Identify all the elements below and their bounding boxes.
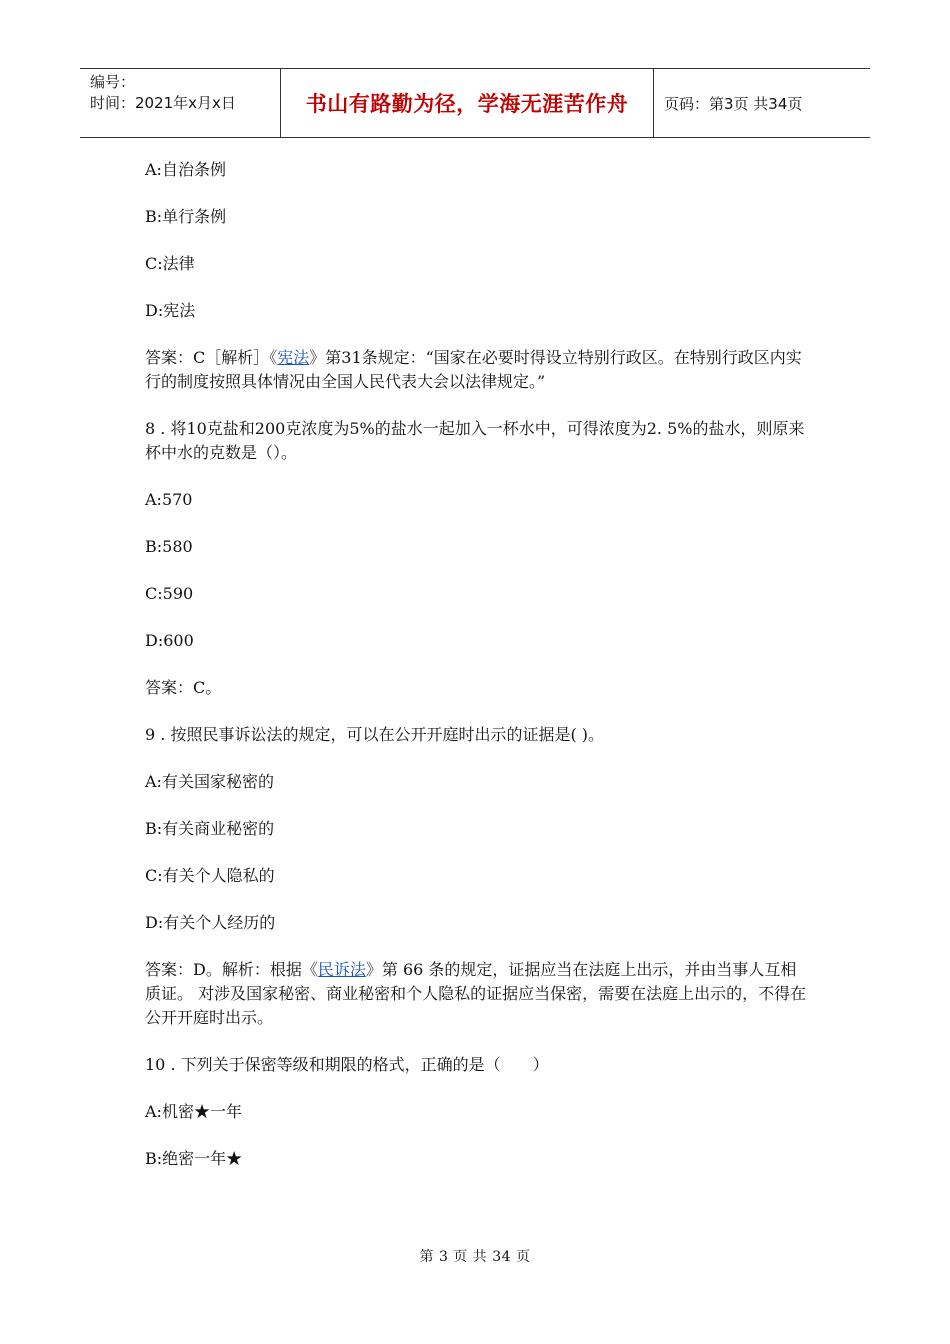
civil-procedure-law-link[interactable]: 民诉法 [317,960,366,979]
option-q8-a: A:570 [145,490,193,509]
option-q7-c: C:法律 [145,254,195,273]
option-q8-c: C:590 [145,584,194,603]
option-q10-a: A:机密★一年 [145,1102,242,1121]
document-body [145,150,810,1171]
document-date-label: 时间：2021年x月x日 [90,94,236,112]
constitution-link[interactable]: 宪法 [277,348,310,367]
option-q8-b: B:580 [145,537,193,556]
question-10: 10 . 下列关于保密等级和期限的格式，正确的是（ ） [145,1055,549,1074]
option-q9-d: D:有关个人经历的 [145,913,276,932]
option-q9-c: C:有关个人隐私的 [145,866,275,885]
header-motto: 书山有路勤为径，学海无涯苦作舟 [280,69,654,137]
option-q7-a: A:自治条例 [145,160,226,179]
answer-q8: 答案：C。 [145,678,222,697]
page-footer: 第 3 页 共 34 页 [419,1249,531,1265]
option-q7-d: D:宪法 [145,301,196,320]
answer-q7-prefix: 答案：C［解析］《 [145,348,278,367]
option-q7-b: B:单行条例 [145,207,227,226]
answer-q7 [145,346,810,394]
answer-q9-prefix: 答案：D。解析：根据《 [145,960,318,979]
option-q10-b: B:绝密一年★ [145,1149,243,1168]
question-8: 8 . 将10克盐和200克浓度为5%的盐水一起加入一杯水中，可得浓度为2. 5%的盐水，则原来杯中水的克数是（）。 [145,419,805,462]
answer-q9-suffix: 》第 66 条的规定，证据应当在法庭上出示，并由当事人互相质证。 对涉及国家秘密、商业秘密和个人隐私的证据应当保密，需要在法庭上出示的，不得在公开开庭时出示。 [145,960,807,1027]
option-q8-d: D:600 [145,631,194,650]
option-q9-a: A:有关国家秘密的 [145,772,274,791]
document-header [80,68,870,138]
answer-q9 [145,958,810,1030]
question-9: 9 . 按照民事诉讼法的规定，可以在公开开庭时出示的证据是( )。 [145,725,605,744]
option-q9-b: B:有关商业秘密的 [145,819,275,838]
answer-q7-suffix: 》第31条规定：“国家在必要时得设立特别行政区。在特别行政区内实行的制度按照具体情况由全国人民代表大会以法律规定。” [145,348,802,391]
header-page-label: 页码：第3页 共34页 [664,94,803,113]
header-meta [80,69,280,137]
document-number-label: 编号： [90,73,136,91]
